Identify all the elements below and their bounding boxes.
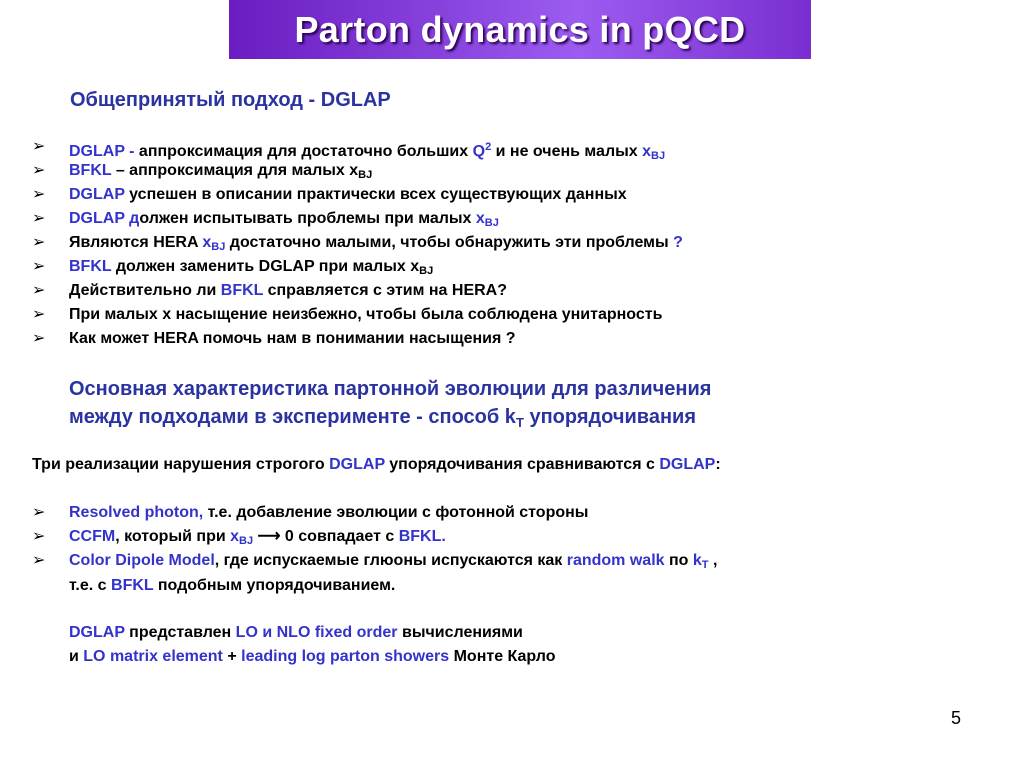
list-item: ➢ Являются HERA $x_{BJ}$ достаточно малыми, чтобы обнаружить эти проблемы ? xyxy=(32,234,683,253)
list-item: ➢ При малых x насыщение неизбежно, чтобы была соблюдена унитарность xyxy=(32,304,683,328)
arrow-bullet-icon: ➢ xyxy=(32,282,46,299)
arrow-bullet-icon: ➢ xyxy=(32,306,46,323)
dglap-summary-line-2: и LO matrix element + leading log parton showers Монте Карло xyxy=(69,648,556,665)
list-item: ➢ Color Dipole Model, где испускаемые глюоны испускаются как random walk по $k_T$ , xyxy=(32,552,718,571)
list-item: ➢ BFKL – аппроксимация для малых $x_{BJ}$ xyxy=(32,162,373,181)
arrow-bullet-icon: ➢ xyxy=(32,210,46,227)
arrow-bullet-icon: ➢ xyxy=(32,504,46,521)
arrow-bullet-icon: ➢ xyxy=(32,234,46,251)
section-heading: Общепринятый подход - DGLAP xyxy=(70,89,391,111)
list-item: ➢ DGLAP должен испытывать проблемы при малых $x_{BJ}$ xyxy=(32,210,499,229)
arrow-bullet-icon: ➢ xyxy=(32,162,46,179)
arrow-bullet-icon: ➢ xyxy=(32,258,46,275)
dglap-summary-line-1: DGLAP представлен LO и NLO fixed order вычислениями xyxy=(69,624,523,641)
list-item: ➢ Resolved photon, т.е. добавление эволюции с фотонной стороны xyxy=(32,502,717,526)
three-realizations-line: Три реализации нарушения строгого DGLAP упорядочивания сравниваются с DGLAP: xyxy=(32,456,721,473)
bullet-list-2 xyxy=(32,502,717,574)
arrow-bullet-icon: ➢ xyxy=(32,138,46,155)
title-banner xyxy=(229,0,811,59)
list-item: ➢ DGLAP успешен в описании практически всех существующих данных xyxy=(32,184,683,208)
bullet-list-1 xyxy=(32,136,683,352)
paragraph-line: между подходами в эксперименте - способ $k_T$ упорядочивания xyxy=(69,406,697,430)
page-number: 5 xyxy=(951,708,962,728)
list-item: ➢ CCFM, который при $x_{BJ}$ ⟶ 0 совпадает с BFKL. xyxy=(32,528,446,547)
arrow-bullet-icon: ➢ xyxy=(32,330,46,347)
arrow-bullet-icon: ➢ xyxy=(32,528,46,545)
list-item: ➢ BFKL должен заменить DGLAP при малых $x_{BJ}$ xyxy=(32,258,434,277)
list-item-continuation: т.е. с BFKL подобным упорядочиванием. xyxy=(69,577,396,594)
kt-ordering-paragraph xyxy=(69,375,711,437)
arrow-bullet-icon: ➢ xyxy=(32,186,46,203)
arrow-right-icon: ⟶ xyxy=(253,528,285,545)
paragraph-line: Основная характеристика партонной эволюции для различения xyxy=(69,378,712,400)
list-item: ➢ Как может HERA помочь нам в понимании насыщения ? xyxy=(32,328,683,352)
slide-title: Parton dynamics in pQCD xyxy=(294,8,746,50)
list-item: ➢ Действительно ли BFKL справляется с этим на HERA? xyxy=(32,280,683,304)
list-item: ➢ DGLAP - аппроксимация для достаточно больших $Q^2$ и не очень малых $x_{BJ}$ xyxy=(32,138,666,162)
arrow-bullet-icon: ➢ xyxy=(32,552,46,569)
